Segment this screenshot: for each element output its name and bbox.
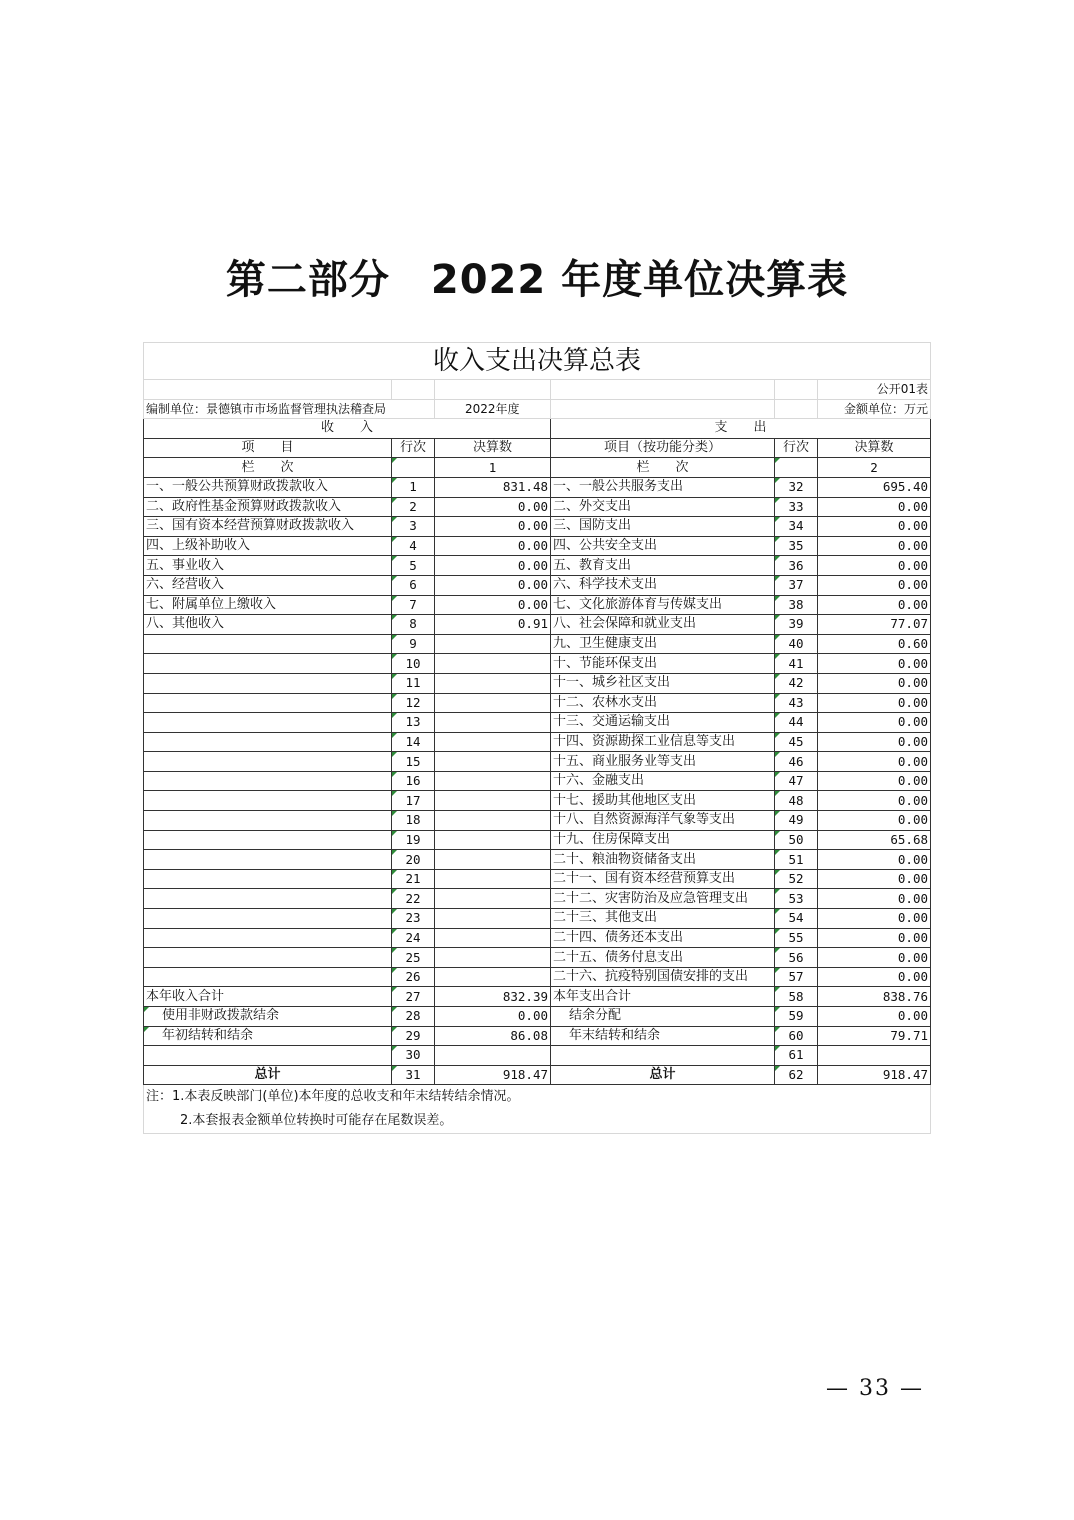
expense-item: 二十六、抗疫特别国债安排的支出 [551, 967, 775, 987]
expense-amount: 0.00 [818, 889, 931, 909]
note-row-1 [144, 1085, 931, 1110]
table-row [144, 634, 931, 654]
income-line-no: 27 [392, 987, 435, 1007]
expense-line-no: 62 [775, 1065, 818, 1085]
expense-amount: 0.00 [818, 928, 931, 948]
page-title: 第二部分 2022 年度单位决算表 [225, 257, 849, 303]
expense-line-no: 38 [775, 595, 818, 615]
expense-item: 十六、金融支出 [551, 771, 775, 791]
income-item [144, 771, 392, 791]
expense-item: 十九、住房保障支出 [551, 830, 775, 850]
expense-item: 二十五、债务付息支出 [551, 948, 775, 968]
table-row [144, 811, 931, 831]
income-line-no: 20 [392, 850, 435, 870]
expense-line-no: 33 [775, 497, 818, 517]
expense-amount: 0.00 [818, 771, 931, 791]
expense-amount: 0.00 [818, 497, 931, 517]
table-row [144, 948, 931, 968]
income-line-no: 16 [392, 771, 435, 791]
table-row [144, 497, 931, 517]
table-row [144, 1007, 931, 1027]
expense-line-no: 49 [775, 811, 818, 831]
income-line-no: 25 [392, 948, 435, 968]
expense-amount: 0.00 [818, 1007, 931, 1027]
expense-item: 十五、商业服务业等支出 [551, 752, 775, 772]
income-line-no: 29 [392, 1026, 435, 1046]
expense-item: 二十、粮油物资储备支出 [551, 850, 775, 870]
income-item [144, 948, 392, 968]
income-amount: 86.08 [435, 1026, 551, 1046]
income-line-no: 12 [392, 693, 435, 713]
income-section-header: 收 入 [144, 419, 551, 439]
income-line-no: 6 [392, 575, 435, 595]
expense-amount: 0.00 [818, 948, 931, 968]
income-amount [435, 771, 551, 791]
income-line-no: 3 [392, 517, 435, 537]
expense-item: 二十三、其他支出 [551, 909, 775, 929]
income-amount [435, 967, 551, 987]
expense-item: 六、科学技术支出 [551, 575, 775, 595]
expense-line-no: 41 [775, 654, 818, 674]
expense-item: 九、卫生健康支出 [551, 634, 775, 654]
expense-line-no: 39 [775, 615, 818, 635]
income-line-no: 23 [392, 909, 435, 929]
expense-line-no: 60 [775, 1026, 818, 1046]
expense-amount: 0.00 [818, 595, 931, 615]
expense-item: 十八、自然资源海洋气象等支出 [551, 811, 775, 831]
expense-amount: 0.00 [818, 869, 931, 889]
expense-line-no: 53 [775, 889, 818, 909]
expense-amount: 838.76 [818, 987, 931, 1007]
income-amount: 918.47 [435, 1065, 551, 1085]
expense-amount: 0.00 [818, 732, 931, 752]
income-amount [435, 634, 551, 654]
table-row [144, 1065, 931, 1085]
expense-line-no: 36 [775, 556, 818, 576]
table-row [144, 1026, 931, 1046]
expense-amount: 79.71 [818, 1026, 931, 1046]
income-amount [435, 909, 551, 929]
expense-line-no: 61 [775, 1046, 818, 1066]
expense-item: 二、外交支出 [551, 497, 775, 517]
expense-item: 五、教育支出 [551, 556, 775, 576]
expense-item: 一、一般公共服务支出 [551, 477, 775, 497]
income-line-no: 10 [392, 654, 435, 674]
income-amount [435, 948, 551, 968]
expense-amount: 0.00 [818, 556, 931, 576]
income-line-no: 1 [392, 477, 435, 497]
income-amount: 0.00 [435, 517, 551, 537]
expense-section-header: 支 出 [551, 419, 931, 439]
expense-amount: 0.00 [818, 713, 931, 733]
expense-amount: 77.07 [818, 615, 931, 635]
page-number: — 33 — [826, 1376, 924, 1401]
expense-item: 十四、资源勘探工业信息等支出 [551, 732, 775, 752]
expense-line-no: 35 [775, 536, 818, 556]
expense-line-no: 48 [775, 791, 818, 811]
expense-amount: 0.00 [818, 791, 931, 811]
income-line-no: 19 [392, 830, 435, 850]
expense-line-no: 57 [775, 967, 818, 987]
expense-line-no: 47 [775, 771, 818, 791]
income-line-no: 21 [392, 869, 435, 889]
income-item [144, 673, 392, 693]
table-row [144, 595, 931, 615]
table-row [144, 615, 931, 635]
column-index-row [144, 458, 931, 478]
income-line-no: 8 [392, 615, 435, 635]
expense-item: 本年支出合计 [551, 987, 775, 1007]
income-line-no: 24 [392, 928, 435, 948]
income-amount [435, 928, 551, 948]
table-row [144, 987, 931, 1007]
table-row [144, 693, 931, 713]
income-item: 本年收入合计 [144, 987, 392, 1007]
expense-item: 七、文化旅游体育与传媒支出 [551, 595, 775, 615]
table-row [144, 477, 931, 497]
table-row [144, 575, 931, 595]
expense-amount: 0.00 [818, 536, 931, 556]
income-item [144, 693, 392, 713]
income-amount [435, 811, 551, 831]
note-row-2 [144, 1109, 931, 1134]
income-amount [435, 732, 551, 752]
expense-amount: 0.00 [818, 693, 931, 713]
income-item: 使用非财政拨款结余 [144, 1007, 392, 1027]
income-amount: 0.00 [435, 595, 551, 615]
income-item: 五、事业收入 [144, 556, 392, 576]
income-line-no: 2 [392, 497, 435, 517]
section-header-row [144, 419, 931, 439]
expense-line-no: 59 [775, 1007, 818, 1027]
income-item: 总计 [144, 1065, 392, 1085]
expense-item: 年末结转和结余 [551, 1026, 775, 1046]
table-row [144, 909, 931, 929]
column-header-row [144, 438, 931, 458]
income-line-no: 4 [392, 536, 435, 556]
expense-item: 十三、交通运输支出 [551, 713, 775, 733]
income-line-no: 7 [392, 595, 435, 615]
table-title: 收入支出决算总表 [144, 343, 931, 380]
table-row [144, 752, 931, 772]
expense-line-no: 51 [775, 850, 818, 870]
expense-item: 四、公共安全支出 [551, 536, 775, 556]
income-line-no: 5 [392, 556, 435, 576]
expense-amount: 0.00 [818, 517, 931, 537]
income-amount: 0.00 [435, 575, 551, 595]
expense-item: 十一、城乡社区支出 [551, 673, 775, 693]
col-header-line-2: 行次 [775, 438, 818, 458]
column-index-label-2: 栏 次 [551, 458, 775, 478]
column-index-1: 1 [435, 458, 551, 478]
expense-item: 二十四、债务还本支出 [551, 928, 775, 948]
expense-line-no: 46 [775, 752, 818, 772]
form-code: 公开01表 [818, 380, 931, 400]
expense-amount: 0.00 [818, 850, 931, 870]
income-line-no: 28 [392, 1007, 435, 1027]
income-line-no: 14 [392, 732, 435, 752]
note-1: 注：1.本表反映部门(单位)本年度的总收支和年末结转结余情况。 [144, 1085, 931, 1110]
expense-line-no: 37 [775, 575, 818, 595]
income-item [144, 928, 392, 948]
table-row [144, 889, 931, 909]
expense-amount [818, 1046, 931, 1066]
table-row [144, 771, 931, 791]
income-expense-summary-table [143, 342, 930, 1134]
income-item [144, 1046, 392, 1066]
income-item [144, 811, 392, 831]
expense-line-no: 40 [775, 634, 818, 654]
income-amount [435, 673, 551, 693]
income-item: 八、其他收入 [144, 615, 392, 635]
income-item: 三、国有资本经营预算财政拨款收入 [144, 517, 392, 537]
expense-line-no: 56 [775, 948, 818, 968]
expense-line-no: 43 [775, 693, 818, 713]
table-row [144, 830, 931, 850]
income-item: 七、附属单位上缴收入 [144, 595, 392, 615]
income-item: 一、一般公共预算财政拨款收入 [144, 477, 392, 497]
income-item: 二、政府性基金预算财政拨款收入 [144, 497, 392, 517]
expense-item: 结余分配 [551, 1007, 775, 1027]
income-amount [435, 869, 551, 889]
income-item [144, 850, 392, 870]
col-header-line: 行次 [392, 438, 435, 458]
expense-amount: 0.00 [818, 811, 931, 831]
expense-line-no: 44 [775, 713, 818, 733]
table-row [144, 654, 931, 674]
income-amount: 832.39 [435, 987, 551, 1007]
income-amount: 0.91 [435, 615, 551, 635]
expense-line-no: 32 [775, 477, 818, 497]
expense-item: 总计 [551, 1065, 775, 1085]
table-row [144, 869, 931, 889]
expense-item: 八、社会保障和就业支出 [551, 615, 775, 635]
income-item [144, 967, 392, 987]
income-line-no: 17 [392, 791, 435, 811]
expense-amount: 0.00 [818, 654, 931, 674]
col-header-amount: 决算数 [435, 438, 551, 458]
income-item: 四、上级补助收入 [144, 536, 392, 556]
expense-line-no: 52 [775, 869, 818, 889]
expense-line-no: 50 [775, 830, 818, 850]
income-item [144, 713, 392, 733]
expense-amount: 0.00 [818, 967, 931, 987]
income-amount [435, 850, 551, 870]
income-item: 六、经营收入 [144, 575, 392, 595]
currency-unit: 金额单位：万元 [818, 399, 931, 419]
table-row [144, 967, 931, 987]
income-amount: 0.00 [435, 1007, 551, 1027]
income-amount [435, 693, 551, 713]
income-amount [435, 1046, 551, 1066]
income-item [144, 752, 392, 772]
col-header-item-function: 项目（按功能分类） [551, 438, 775, 458]
col-header-item: 项 目 [144, 438, 392, 458]
expense-item: 三、国防支出 [551, 517, 775, 537]
expense-amount: 0.00 [818, 575, 931, 595]
expense-amount: 918.47 [818, 1065, 931, 1085]
column-index-2: 2 [818, 458, 931, 478]
note-2: 2.本套报表金额单位转换时可能存在尾数误差。 [144, 1109, 931, 1134]
income-item [144, 654, 392, 674]
income-line-no: 30 [392, 1046, 435, 1066]
income-amount: 0.00 [435, 556, 551, 576]
income-amount [435, 830, 551, 850]
expense-amount: 0.00 [818, 909, 931, 929]
table-row [144, 517, 931, 537]
income-amount: 831.48 [435, 477, 551, 497]
income-line-no: 18 [392, 811, 435, 831]
income-line-no: 13 [392, 713, 435, 733]
expense-item: 十七、援助其他地区支出 [551, 791, 775, 811]
table-row [144, 556, 931, 576]
income-item: 年初结转和结余 [144, 1026, 392, 1046]
form-code-row [144, 380, 931, 400]
income-amount [435, 791, 551, 811]
table-row [144, 1046, 931, 1066]
income-item [144, 889, 392, 909]
expense-amount: 0.00 [818, 673, 931, 693]
income-line-no: 22 [392, 889, 435, 909]
income-item [144, 791, 392, 811]
expense-amount: 0.00 [818, 752, 931, 772]
expense-item: 二十一、国有资本经营预算支出 [551, 869, 775, 889]
expense-line-no: 34 [775, 517, 818, 537]
income-line-no: 11 [392, 673, 435, 693]
income-amount [435, 713, 551, 733]
table-caption-row [144, 343, 931, 380]
income-item [144, 830, 392, 850]
table-row [144, 536, 931, 556]
table-row [144, 928, 931, 948]
compiling-unit: 编制单位：景德镇市市场监督管理执法稽查局 [144, 399, 435, 419]
income-line-no: 31 [392, 1065, 435, 1085]
income-line-no: 26 [392, 967, 435, 987]
expense-amount: 0.60 [818, 634, 931, 654]
income-item [144, 634, 392, 654]
income-amount [435, 654, 551, 674]
expense-line-no: 55 [775, 928, 818, 948]
table-row [144, 791, 931, 811]
table-row [144, 673, 931, 693]
expense-line-no: 42 [775, 673, 818, 693]
col-header-amount-2: 决算数 [818, 438, 931, 458]
income-item [144, 869, 392, 889]
income-line-no: 15 [392, 752, 435, 772]
table-row [144, 850, 931, 870]
expense-amount: 695.40 [818, 477, 931, 497]
expense-item: 十、节能环保支出 [551, 654, 775, 674]
table-row [144, 732, 931, 752]
table-row [144, 713, 931, 733]
income-amount [435, 752, 551, 772]
expense-line-no: 54 [775, 909, 818, 929]
income-item [144, 732, 392, 752]
income-amount: 0.00 [435, 497, 551, 517]
expense-item [551, 1046, 775, 1066]
unit-row [144, 399, 931, 419]
expense-line-no: 58 [775, 987, 818, 1007]
income-amount [435, 889, 551, 909]
expense-item: 二十二、灾害防治及应急管理支出 [551, 889, 775, 909]
expense-line-no: 45 [775, 732, 818, 752]
income-amount: 0.00 [435, 536, 551, 556]
column-index-label: 栏 次 [144, 458, 392, 478]
expense-item: 十二、农林水支出 [551, 693, 775, 713]
income-line-no: 9 [392, 634, 435, 654]
fiscal-year: 2022年度 [435, 399, 551, 419]
income-item [144, 909, 392, 929]
expense-amount: 65.68 [818, 830, 931, 850]
